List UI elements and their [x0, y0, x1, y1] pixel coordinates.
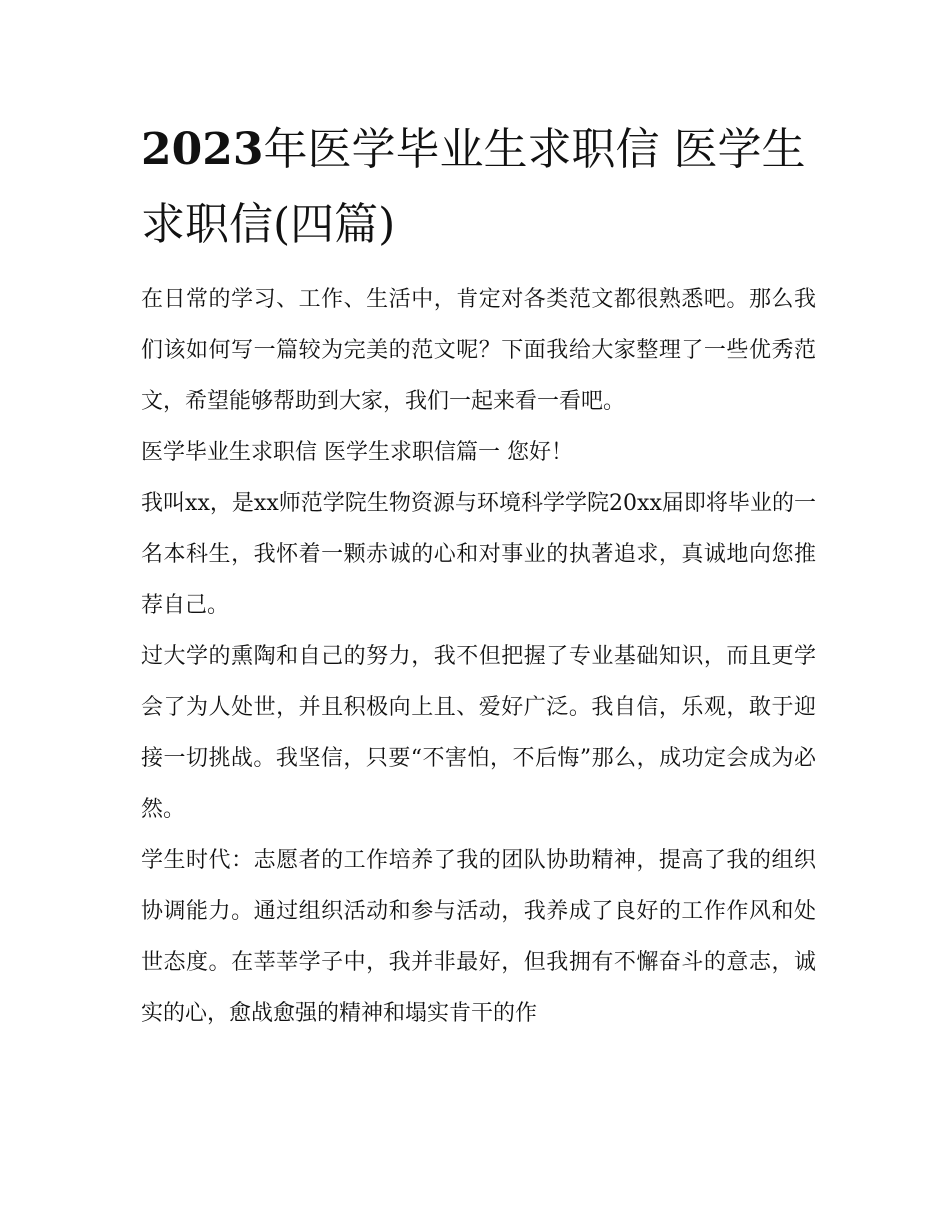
title-text: 年医学毕业生求职信 医学生求职信(四篇) [141, 124, 806, 250]
section-heading-paragraph: 医学毕业生求职信 医学生求职信篇一 您好！ [141, 440, 573, 465]
student-era-paragraph: 学生时代：志愿者的工作培养了我的团队协助精神，提高了我的组织协调能力。通过组织活动和参与活动，我养成了良好的工作作风和处世态度。在莘莘学子中，我并非最好，但我拥有不懈奋斗的意志，诚实的心，愈战愈强的精神和塌实肯干的作 [141, 848, 816, 1026]
title-year: 2023 [141, 124, 264, 175]
document-body [141, 274, 816, 1039]
document-title [141, 112, 816, 262]
self-intro-paragraph: 我叫xx，是xx师范学院生物资源与环境科学学院20xx届即将毕业的一名本科生，我怀着一颗赤诚的心和对事业的执著追求，真诚地向您推荐自己。 [141, 491, 816, 618]
intro-paragraph: 在日常的学习、工作、生活中，肯定对各类范文都很熟悉吧。那么我们该如何写一篇较为完美的范文呢？下面我给大家整理了一些优秀范文，希望能够帮助到大家，我们一起来看一看吧。 [141, 287, 816, 414]
document-content [141, 112, 816, 1039]
university-paragraph: 过大学的熏陶和自己的努力，我不但把握了专业基础知识，而且更学会了为人处世，并且积极向上且、爱好广泛。我自信，乐观，敢于迎接一切挑战。我坚信，只要“不害怕，不后悔”那么，成功定会成为必然。 [141, 644, 816, 822]
